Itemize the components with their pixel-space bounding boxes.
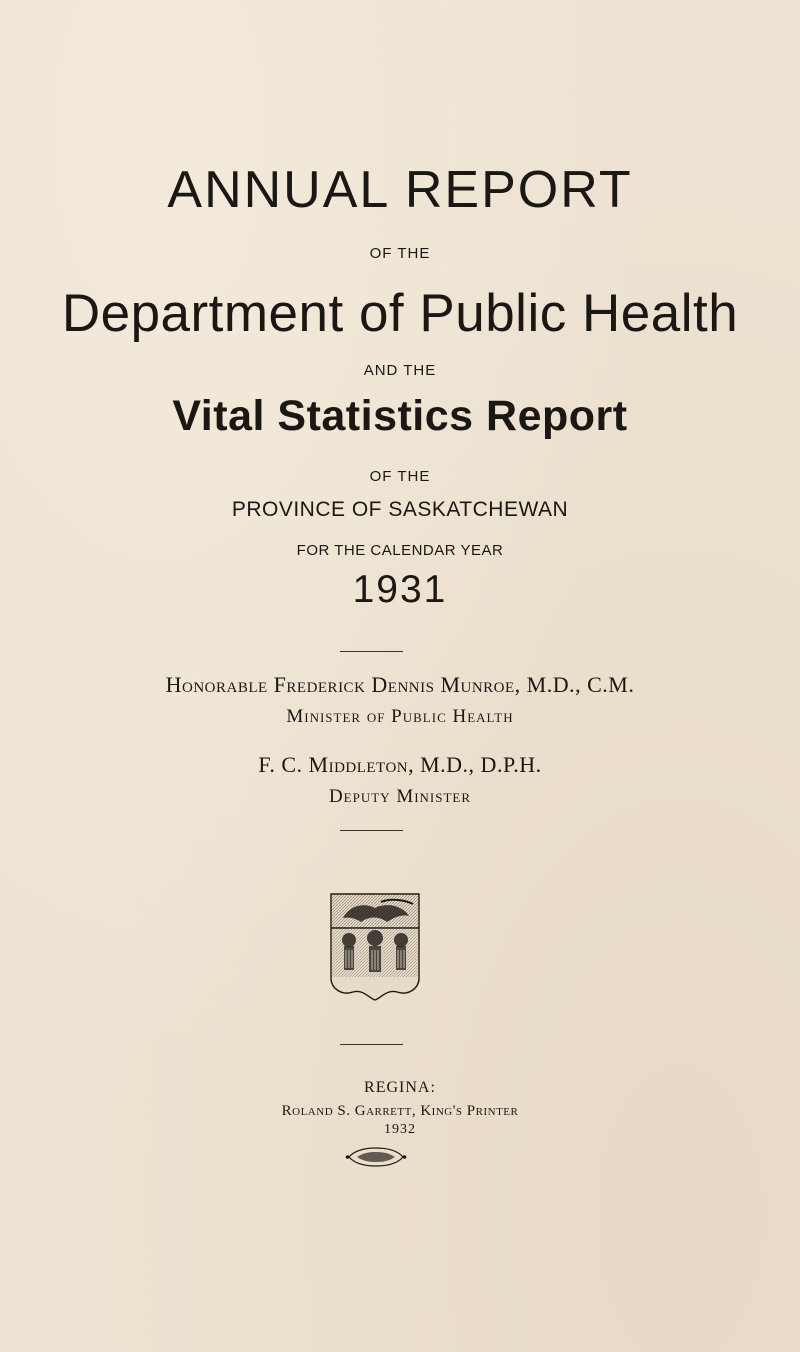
publication-city: REGINA: xyxy=(364,1079,436,1096)
minister-name: Honorable Frederick Dennis Munroe, M.D., C.M. xyxy=(165,672,635,697)
divider-rule xyxy=(340,830,403,831)
saskatchewan-crest-icon xyxy=(329,892,421,1002)
printers-union-label-icon xyxy=(345,1146,407,1168)
report-year: 1931 xyxy=(352,568,448,611)
annual-report-heading: ANNUAL REPORT xyxy=(167,161,633,219)
printer-name: Roland S. Garrett, King's Printer xyxy=(281,1103,519,1119)
publication-year: 1932 xyxy=(384,1122,416,1137)
calendar-year-label: FOR THE CALENDAR YEAR xyxy=(296,542,504,559)
and-the-label: AND THE xyxy=(363,362,437,379)
of-the-label-1: OF THE xyxy=(369,245,431,262)
of-the-label-2: OF THE xyxy=(369,468,431,485)
department-title: Department of Public Health xyxy=(61,284,739,343)
province-name: PROVINCE OF SASKATCHEWAN xyxy=(231,498,569,521)
divider-rule xyxy=(340,651,403,652)
vital-statistics-title: Vital Statistics Report xyxy=(172,392,628,440)
deputy-minister-title: Deputy Minister xyxy=(328,786,472,807)
minister-title: Minister of Public Health xyxy=(286,706,514,727)
deputy-minister-name: F. C. Middleton, M.D., D.P.H. xyxy=(258,752,542,777)
divider-rule xyxy=(340,1044,403,1045)
